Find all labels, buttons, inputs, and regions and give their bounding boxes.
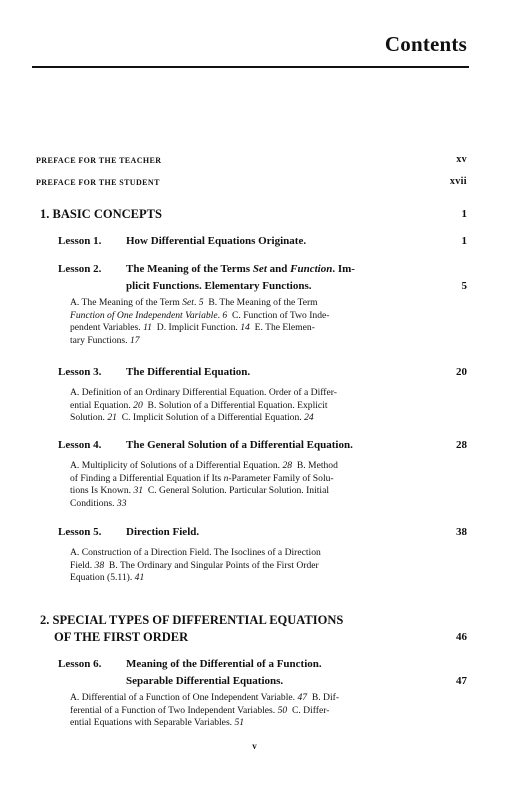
lesson-3-subsections: [70, 387, 432, 425]
lesson-title-part: . Im-: [332, 263, 355, 275]
subsection-line: ential Equation. 20 B. Solution of a Differential Equation. Explicit: [70, 399, 328, 411]
chapter-title-line2: OF THE FIRST ORDER: [54, 630, 189, 644]
subsection-line: Function of One Independent Variable. 6 C. Function of Two Inde-: [70, 309, 330, 321]
subsection-line: tary Functions. 17: [70, 334, 140, 346]
lesson-title: How Differential Equations Originate.: [126, 235, 307, 247]
subsection-line: ferential of a Function of Two Independent Variables. 50 C. Differ-: [70, 704, 330, 716]
lesson-title: Meaning of the Differential of a Function.: [126, 658, 322, 670]
toc-page-number: 1: [461, 235, 467, 247]
lesson-number: Lesson 1.: [58, 235, 102, 247]
subsection-line: A. The Meaning of the Term Set. 5 B. The Meaning of the Term: [70, 297, 318, 308]
toc-chapter-1[interactable]: [40, 206, 467, 223]
lesson-title: Direction Field.: [126, 526, 200, 538]
lesson-number: Lesson 2.: [58, 263, 102, 275]
toc-page-number: 46: [456, 631, 467, 643]
toc-page-number: xvii: [449, 176, 467, 187]
toc-lesson-6[interactable]: [58, 656, 467, 690]
lesson-5-subsections: [70, 547, 432, 585]
page-folio: v: [252, 741, 257, 751]
lesson-title-part: and: [266, 263, 291, 275]
subsection-line: pendent Variables. 11 D. Implicit Function. 14 E. The Elemen-: [70, 322, 315, 333]
toc-page-number: 28: [456, 439, 467, 451]
toc-entry-label: PREFACE FOR THE STUDENT: [36, 178, 160, 187]
toc-entry-label: PREFACE FOR THE TEACHER: [36, 156, 162, 165]
toc-page-number: 1: [461, 208, 467, 220]
lesson-title-line2: Separable Differential Equations.: [126, 675, 284, 687]
subsection-line: Solution. 21 C. Implicit Solution of a Differential Equation. 24: [70, 412, 314, 423]
toc-page-number: 38: [456, 526, 467, 538]
toc-entry-preface-teacher[interactable]: [36, 156, 467, 165]
lesson-number: Lesson 6.: [58, 658, 102, 670]
lesson-title-italic: Function: [290, 263, 333, 275]
lesson-number: Lesson 3.: [58, 366, 102, 378]
subsection-line: A. Multiplicity of Solutions of a Differential Equation. 28 B. Method: [70, 460, 338, 471]
lesson-title: The General Solution of a Differential Equation.: [126, 439, 353, 451]
toc-page-number: 5: [461, 280, 467, 292]
lesson-title-italic: Set: [252, 263, 267, 275]
subsection-line: A. Differential of a Function of One Independent Variable. 47 B. Dif-: [70, 692, 340, 703]
toc-page-number: 20: [456, 366, 467, 378]
toc-entry-preface-student[interactable]: [36, 178, 467, 187]
toc-lesson-3[interactable]: [58, 364, 467, 381]
subsection-line: ential Equations with Separable Variables. 51: [70, 717, 245, 728]
page-title: Contents: [384, 32, 467, 56]
toc-chapter-2[interactable]: [40, 612, 467, 646]
subsection-line: Conditions. 33: [70, 497, 127, 509]
toc-lesson-5[interactable]: [58, 524, 467, 541]
title-rule: [32, 66, 469, 68]
lesson-number: Lesson 5.: [58, 526, 102, 538]
lesson-title-part: The Meaning of the Terms: [126, 263, 253, 275]
subsection-line: A. Construction of a Direction Field. The Isoclines of a Direction: [70, 547, 321, 558]
subsection-line: Equation (5.11). 41: [70, 572, 145, 583]
toc-lesson-4[interactable]: [58, 437, 467, 454]
subsection-line: tions Is Known. 31 C. General Solution. Particular Solution. Initial: [70, 485, 330, 496]
toc-lesson-1[interactable]: [58, 233, 467, 250]
lesson-2-subsections: [70, 297, 432, 347]
subsection-line: A. Definition of an Ordinary Differential Equation. Order of a Differ-: [70, 387, 337, 398]
toc-lesson-2[interactable]: [58, 261, 467, 295]
toc-page-number: xv: [456, 154, 467, 165]
lesson-number: Lesson 4.: [58, 439, 102, 451]
toc-page-number: 47: [456, 675, 467, 687]
subsection-line: of Finding a Differential Equation if Its n-Parameter Family of Solu-: [70, 472, 334, 484]
lesson-6-subsections: [70, 692, 432, 730]
chapter-title-line1: 2. SPECIAL TYPES OF DIFFERENTIAL EQUATIONS: [40, 613, 344, 627]
lesson-title: The Differential Equation.: [126, 366, 251, 378]
subsection-line: Field. 38 B. The Ordinary and Singular Points of the First Order: [70, 559, 319, 571]
chapter-title: 1. BASIC CONCEPTS: [40, 207, 162, 221]
lesson-title-line2: plicit Functions. Elementary Functions.: [126, 280, 312, 292]
lesson-4-subsections: [70, 460, 432, 510]
